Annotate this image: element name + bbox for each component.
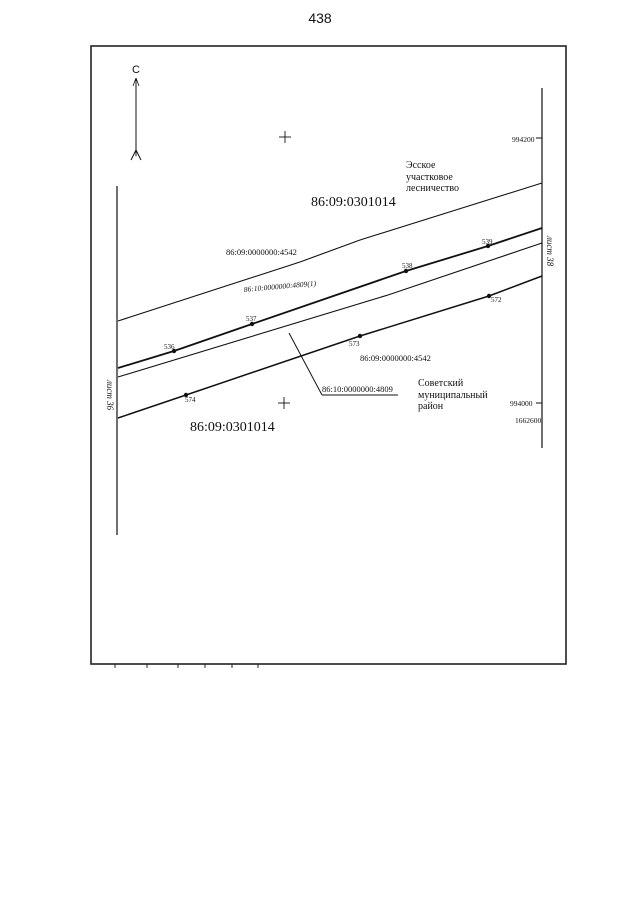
pipeline-callout-label: 86:10:0000000:4809 [322,384,393,394]
point-label: 538 [402,262,413,270]
forestry-label-line2: участковое [406,172,453,183]
sheet-label-left: лист 36 [105,380,115,411]
north-arrow-icon [131,78,141,160]
district-label-line2: муниципальный [418,390,488,401]
road-mid-boundary [118,243,542,377]
coord-label-x: 1662600 [515,416,542,425]
forestry-label-line3: лесничество [406,183,459,194]
parcel-label-bottom: 86:09:0301014 [190,420,275,435]
callout-leader [289,333,322,395]
page-number: 438 [308,10,332,26]
road-label-lower: 86:09:0000000:4542 [360,353,431,363]
district-label-line1: Советский [418,378,464,389]
point-markers [172,244,491,397]
pipeline-line [118,228,542,368]
point-label: 537 [246,315,257,323]
coord-label-bottom: 994000 [510,399,533,408]
coord-label-top: 994200 [512,135,535,144]
point-573 [358,334,362,338]
crosshair-icon [279,131,291,143]
forestry-label-line1: Эсское [406,160,436,171]
road-label-upper: 86:09:0000000:4542 [226,247,297,257]
point-label: 574 [185,396,196,404]
sheet-label-right: лист 38 [545,236,555,267]
parcel-label-top: 86:09:0301014 [311,195,396,210]
pipeline-label: 86:10:0000000:4809(1) [243,278,317,294]
point-label: 536 [164,343,175,351]
point-label: 573 [349,340,360,348]
district-label-line3: район [418,401,444,412]
crosshair-icon [278,397,290,409]
point-label: 572 [491,296,502,304]
north-label: С [132,64,140,76]
point-label: 539 [482,238,493,246]
